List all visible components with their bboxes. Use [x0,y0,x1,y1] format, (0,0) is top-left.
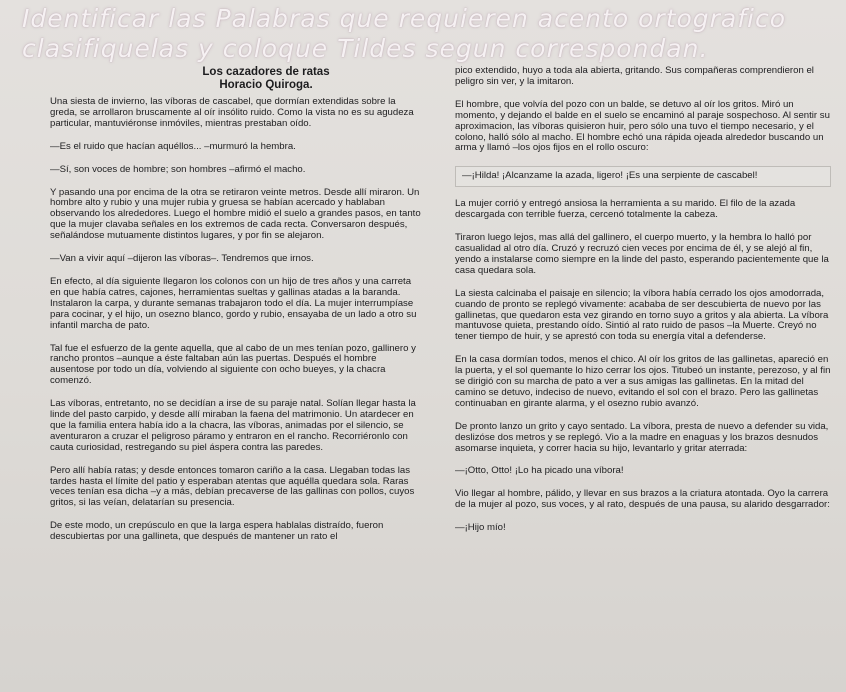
paragraph: De este modo, un crepúsculo en que la larga espera hablalas distraído, fueron descubiertas por una gallineta, que después de mantener un rato el [50,520,384,543]
paragraph: —¡Otto, Otto! ¡Lo ha picado una víbora! [455,465,624,477]
paragraph: Y pasando una por encima de la otra se retiraron veinte metros. Desde allí miraron. Un hombre alto y rubio y una mujer rubia y gruesa se habían acercado y hablaban observando los alrededores. Luego el hombre midió el suelo a grandes pasos, en tanto que la mujer clavaba señales en los extremos de cada recta. Conversaron después, señalándose mutuamente distintos lugares, y por fin se alejaron. [50,186,421,242]
paragraph: Tiraron luego lejos, mas allá del gallinero, el cuerpo muerto, y la hembra lo halló por casualidad al otro día. Cruzó y recruzó cien veces por encima de él, y se alejó al fin, yendo a instalarse como siempre en la linde del pasto, esperando pacientemente que la casa quedara sola. [455,232,829,276]
handwritten-instruction [22,4,842,64]
paragraph: Pero allí había ratas; y desde entonces tomaron cariño a la casa. Llegaban todas las tardes hasta el límite del patio y esperaban atentas que aquélla quedara sola. Raras veces tenían esa dicha –y a más, debían precaverse de las gallinas con pollos, cuyos gritos, si las veían, delatarían su presencia. [50,464,415,509]
paragraph: El hombre, que volvía del pozo con un balde, se detuvo al oír los gritos. Miró un momento, y dejando el balde en el suelo se encaminó al paraje sospechoso. Al sentir su aproximacion, las víboras quisieron huir, pero sólo una tuvo el tiempo necesario, y el colono, halló sólo al macho. El hombre echó una rápida ojeada alrededor buscando un arma y llamó –los ojos fijos en el rollo oscuro: [455,98,830,154]
paragraph: En la casa dormían todos, menos el chico. Al oír los gritos de las gallinetas, apareció en la puerta, y el sol quemante lo hizo cerrar los ojos. Titubeó un instante, perezoso, y al fin se dirigió con su marcha de pato a ver a sus amigas las gallinetas. En la mitad del camino se detuvo, indeciso de nuevo, evitando el sol con el brazo. Pero las gallinetas continuaban en girante alarma, y el osezno rubio avanzó. [455,354,831,409]
paragraph: De pronto lanzo un grito y cayo sentado. La víbora, presta de nuevo a defender su vida, deslizóse dos metros y se replegó. Vio a la madre en enaguas y los brazos desnudos asomarse inquieta, y correr hacia su hijo, levantarlo y gritar aterrada: [455,420,829,454]
instruction-line-2: clasifiquelas y coloque Tildes segun correspondan. [22,34,709,63]
story-heading [50,66,422,91]
highlighted-dialogue: —¡Hilda! ¡Alcanzame la azada, ligero! ¡Es una serpiente de cascabel! [455,166,831,187]
paragraph: —Van a vivir aquí –dijeron las víboras–. Tendremos que irnos. [50,253,314,265]
story-author: Horacio Quiroga. [219,78,313,91]
story-title: Los cazadores de ratas [202,66,330,78]
paragraph: pico extendido, huyo a toda ala abierta, gritando. Sus compañeras comprendieron el peligro sin ver, y la imitaron. [455,65,814,87]
paragraph: Vio llegar al hombre, pálido, y llevar en sus brazos a la criatura atontada. Oyo la carrera de la mujer al pozo, sus voces, y al rato, después de una pausa, su alarido desgarrador: [455,488,830,511]
instruction-line-1: Identificar las Palabras que requieren acento ortografico [22,4,787,33]
paragraph: —Es el ruido que hacían aquéllos... –murmuró la hembra. [50,140,296,152]
paragraph: Las víboras, entretanto, no se decidían a irse de su paraje natal. Solían llegar hasta la linde del pasto carpido, y desde allí miraban la faena del matrimonio. Un atardecer en que la familia entera había ido a la chacra, las víboras, animadas por el silencio, se aventuraron a cruzar el peligroso páramo y entraron en el rancho. Recorriéronlo con cauta curiosidad, restregando su piel áspera contra las paredes. [50,398,416,453]
paragraph: —Sí, son voces de hombre; son hombres –afirmó el macho. [50,163,306,175]
paragraph: Tal fue el esfuerzo de la gente aquella, que al cabo de un mes tenían pozo, gallinero y rancho prontos –aunque a éste faltaban aún las puertas. Después el hombre ausentose por todo un día, volviendo al siguiente con ocho bueyes, y la chacra comenzó. [50,342,416,387]
paragraph: En efecto, al día siguiente llegaron los colonos con un hijo de tres años y una carreta en que había catres, cajones, herramientas sueltas y gallinas atadas a la baranda. Instalaron la carpa, y durante semanas trabajaron todo el día. La mujer interrumpíase para cocinar, y el hijo, un osezno blanco, gordo y rubio, ensayaba de un lado a otro su infantil marcha de pato. [50,275,417,331]
paragraph: La siesta calcinaba el paisaje en silencio; la víbora había cerrado los ojos amodorrada, cuando de pronto se replegó vivamente: acababa de ser descubierta de nuevo por las gallinetas, que quedaron esta vez girando en torno suyo a gritos y ala abierta. La víbora mantuvose quieta, prestando oído. Sintió al rato ruido de pasos –la Muerte. Creyó no tener tiempo de huir, y se aprestó con toda su energía vital a defenderse. [455,287,829,343]
left-column [50,66,422,555]
right-column [455,66,831,546]
paragraph: —¡Hijo mío! [455,522,506,534]
paragraph: Una siesta de invierno, las víboras de cascabel, que dormían extendidas sobre la greda, se arrollaron bruscamente al oír insólito ruido. Como la vista no es su agudeza particular, mantuviéronse inmóviles, mientras prestaban oído. [50,96,414,129]
paragraph: La mujer corrió y entregó ansiosa la herramienta a su marido. El filo de la azada descargada con terrible fuerza, cercenó totalmente la cabeza. [455,198,796,221]
